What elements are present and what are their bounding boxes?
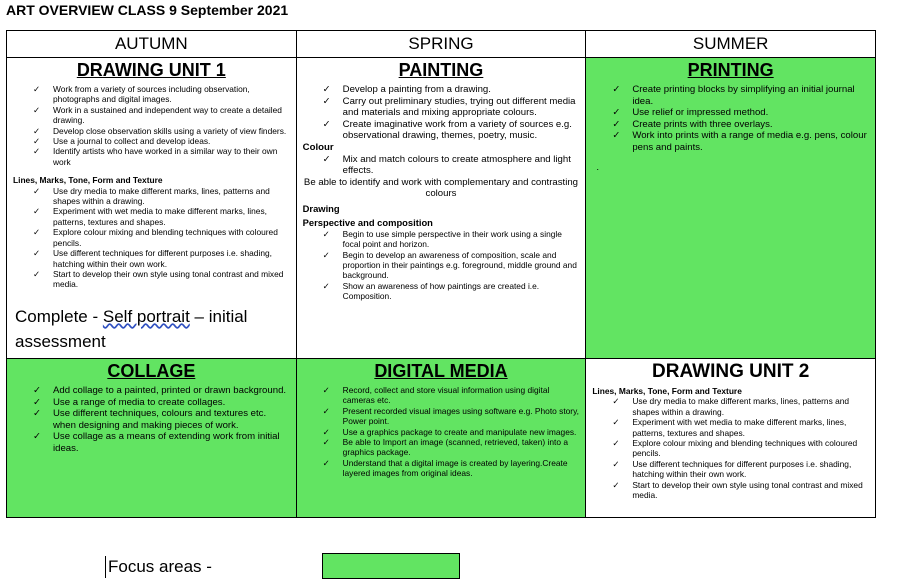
drawing-unit-2-list (592, 396, 869, 500)
drawing-heading: Drawing (302, 202, 340, 214)
season-autumn: AUTUMN (7, 31, 297, 58)
units-row-1 (7, 58, 876, 359)
printing-title: PRINTING (687, 60, 774, 80)
list-item: ✓ Use different techniques for different purposes i.e. shading, hatching within their own work. (592, 459, 869, 480)
list-item: ✓ Carry out preliminary studies, trying out different media and materials and mixing appropriate colours. (303, 96, 580, 119)
season-summer: SUMMER (586, 31, 876, 58)
list-item: ✓ Use dry media to make different marks, lines, patterns and shapes within a drawing. (13, 186, 290, 207)
list-item: ✓ Use different techniques, colours and textures etc. when designing and making pieces of work. (13, 408, 290, 431)
drawing-unit-1-list (13, 84, 290, 167)
list-item: ✓ Use relief or impressed method. (592, 107, 869, 119)
list-item: ✓ Work into prints with a range of media e.g. pens, colour pens and paints. (592, 130, 869, 153)
overview-table (6, 30, 876, 518)
colour-list (303, 154, 580, 177)
digital-media-list (303, 385, 580, 479)
painting-list (303, 84, 580, 142)
focus-areas-label: Focus areas - (105, 556, 212, 578)
colour-line: Be able to identify and work with complementary and contrasting colours (303, 176, 579, 200)
drawing-unit-1-list-2 (13, 186, 290, 290)
list-item: ✓ Identify artists who have worked in a similar way to their own work (13, 146, 290, 167)
list-item: ✓ Use a range of media to create collages. (13, 397, 290, 409)
painting-cell (296, 58, 586, 359)
printing-body (592, 84, 869, 173)
colour-heading: Colour (302, 141, 334, 153)
list-item: ✓ Experiment with wet media to make different marks, lines, patterns, textures and shapes. (592, 417, 869, 438)
list-item: ✓ Show an awareness of how paintings are created i.e. Composition. (303, 281, 580, 302)
list-item: ✓ Use dry media to make different marks, lines, patterns and shapes within a drawing. (592, 396, 869, 417)
printing-list (592, 84, 869, 154)
collage-body (13, 385, 290, 455)
list-item: ✓ Add collage to a painted, printed or drawn background. (13, 385, 290, 397)
list-item: ✓ Use collage as a means of extending work from initial ideas. (13, 431, 290, 454)
list-item: ✓ Work in a sustained and independent way to create a detailed drawing. (13, 105, 290, 126)
painting-drawing-section (303, 204, 580, 302)
drawing-unit-2-body (592, 386, 869, 500)
drawing-unit-1-subheading: Lines, Marks, Tone, Form and Texture (13, 175, 163, 186)
season-spring: SPRING (296, 31, 586, 58)
list-item: ✓ Start to develop their own style using tonal contrast and mixed media. (592, 480, 869, 501)
collage-list (13, 385, 290, 455)
printing-cell (586, 58, 876, 359)
list-item: ✓ Explore colour mixing and blending techniques with coloured pencils. (592, 438, 869, 459)
list-item: ✓ Mix and match colours to create atmosphere and light effects. (303, 154, 580, 177)
printing-dot: . (596, 161, 599, 173)
drawing-unit-2-subheading: Lines, Marks, Tone, Form and Texture (592, 386, 742, 396)
complete-note (15, 304, 290, 354)
painting-body (303, 84, 580, 200)
focus-areas-swatch (322, 553, 460, 579)
drawing-unit-1-cell (7, 58, 297, 359)
perspective-heading: Perspective and composition (302, 217, 433, 229)
list-item: ✓ Use a journal to collect and develop ideas. (13, 136, 290, 146)
drawing-unit-1-body (13, 84, 290, 290)
list-item: ✓ Start to develop their own style using tonal contrast and mixed media. (13, 269, 290, 290)
list-item: ✓ Be able to Import an image (scanned, retrieved, taken) into a graphics package. (303, 437, 580, 458)
list-item: ✓ Begin to use simple perspective in their work using a single focal point and horizon. (303, 229, 580, 250)
digital-media-body (303, 385, 580, 479)
list-item: ✓ Work from a variety of sources including observation, photographs and digital images. (13, 84, 290, 105)
list-item: ✓ Use a graphics package to create and manipulate new images. (303, 427, 580, 437)
painting-title: PAINTING (398, 60, 484, 80)
list-item: ✓ Use different techniques for different purposes i.e. shading, hatching within their own work. (13, 248, 290, 269)
list-item: ✓ Develop a painting from a drawing. (303, 84, 580, 96)
complete-suffix: – initial assessment (15, 306, 248, 351)
drawing-unit-2-cell (586, 359, 876, 518)
self-portrait-text: Self portrait (102, 306, 190, 326)
list-item: ✓ Understand that a digital image is created by layering.Create layered images from original ideas. (303, 458, 580, 479)
digital-media-cell (296, 359, 586, 518)
season-header-row (7, 31, 876, 58)
list-item: ✓ Explore colour mixing and blending techniques with coloured pencils. (13, 227, 290, 248)
document-title: ART OVERVIEW CLASS 9 September 2021 (6, 2, 289, 18)
collage-cell (7, 359, 297, 518)
list-item: ✓ Begin to develop an awareness of composition, scale and proportion in their paintings e.g. foreground, middle ground and background. (303, 250, 580, 281)
list-item: ✓ Develop close observation skills using a variety of view finders. (13, 126, 290, 136)
digital-media-title: DIGITAL MEDIA (374, 361, 508, 381)
list-item: ✓ Present recorded visual images using software e.g. Photo story, Power point. (303, 406, 580, 427)
units-row-2 (7, 359, 876, 518)
complete-prefix: Complete - (15, 306, 103, 326)
collage-title: COLLAGE (107, 361, 196, 381)
drawing-unit-1-title: DRAWING UNIT 1 (76, 60, 226, 80)
list-item: ✓ Create printing blocks by simplifying an initial journal idea. (592, 84, 869, 107)
list-item: ✓ Create prints with three overlays. (592, 119, 869, 131)
perspective-list (303, 229, 580, 302)
list-item: ✓ Experiment with wet media to make different marks, lines, patterns, textures and shapes. (13, 206, 290, 227)
list-item: ✓ Create imaginative work from a variety of sources e.g. observational drawing, themes, poetry, music. (303, 119, 580, 142)
drawing-unit-2-title: DRAWING UNIT 2 (652, 361, 810, 382)
list-item: ✓ Record, collect and store visual information using digital cameras etc. (303, 385, 580, 406)
